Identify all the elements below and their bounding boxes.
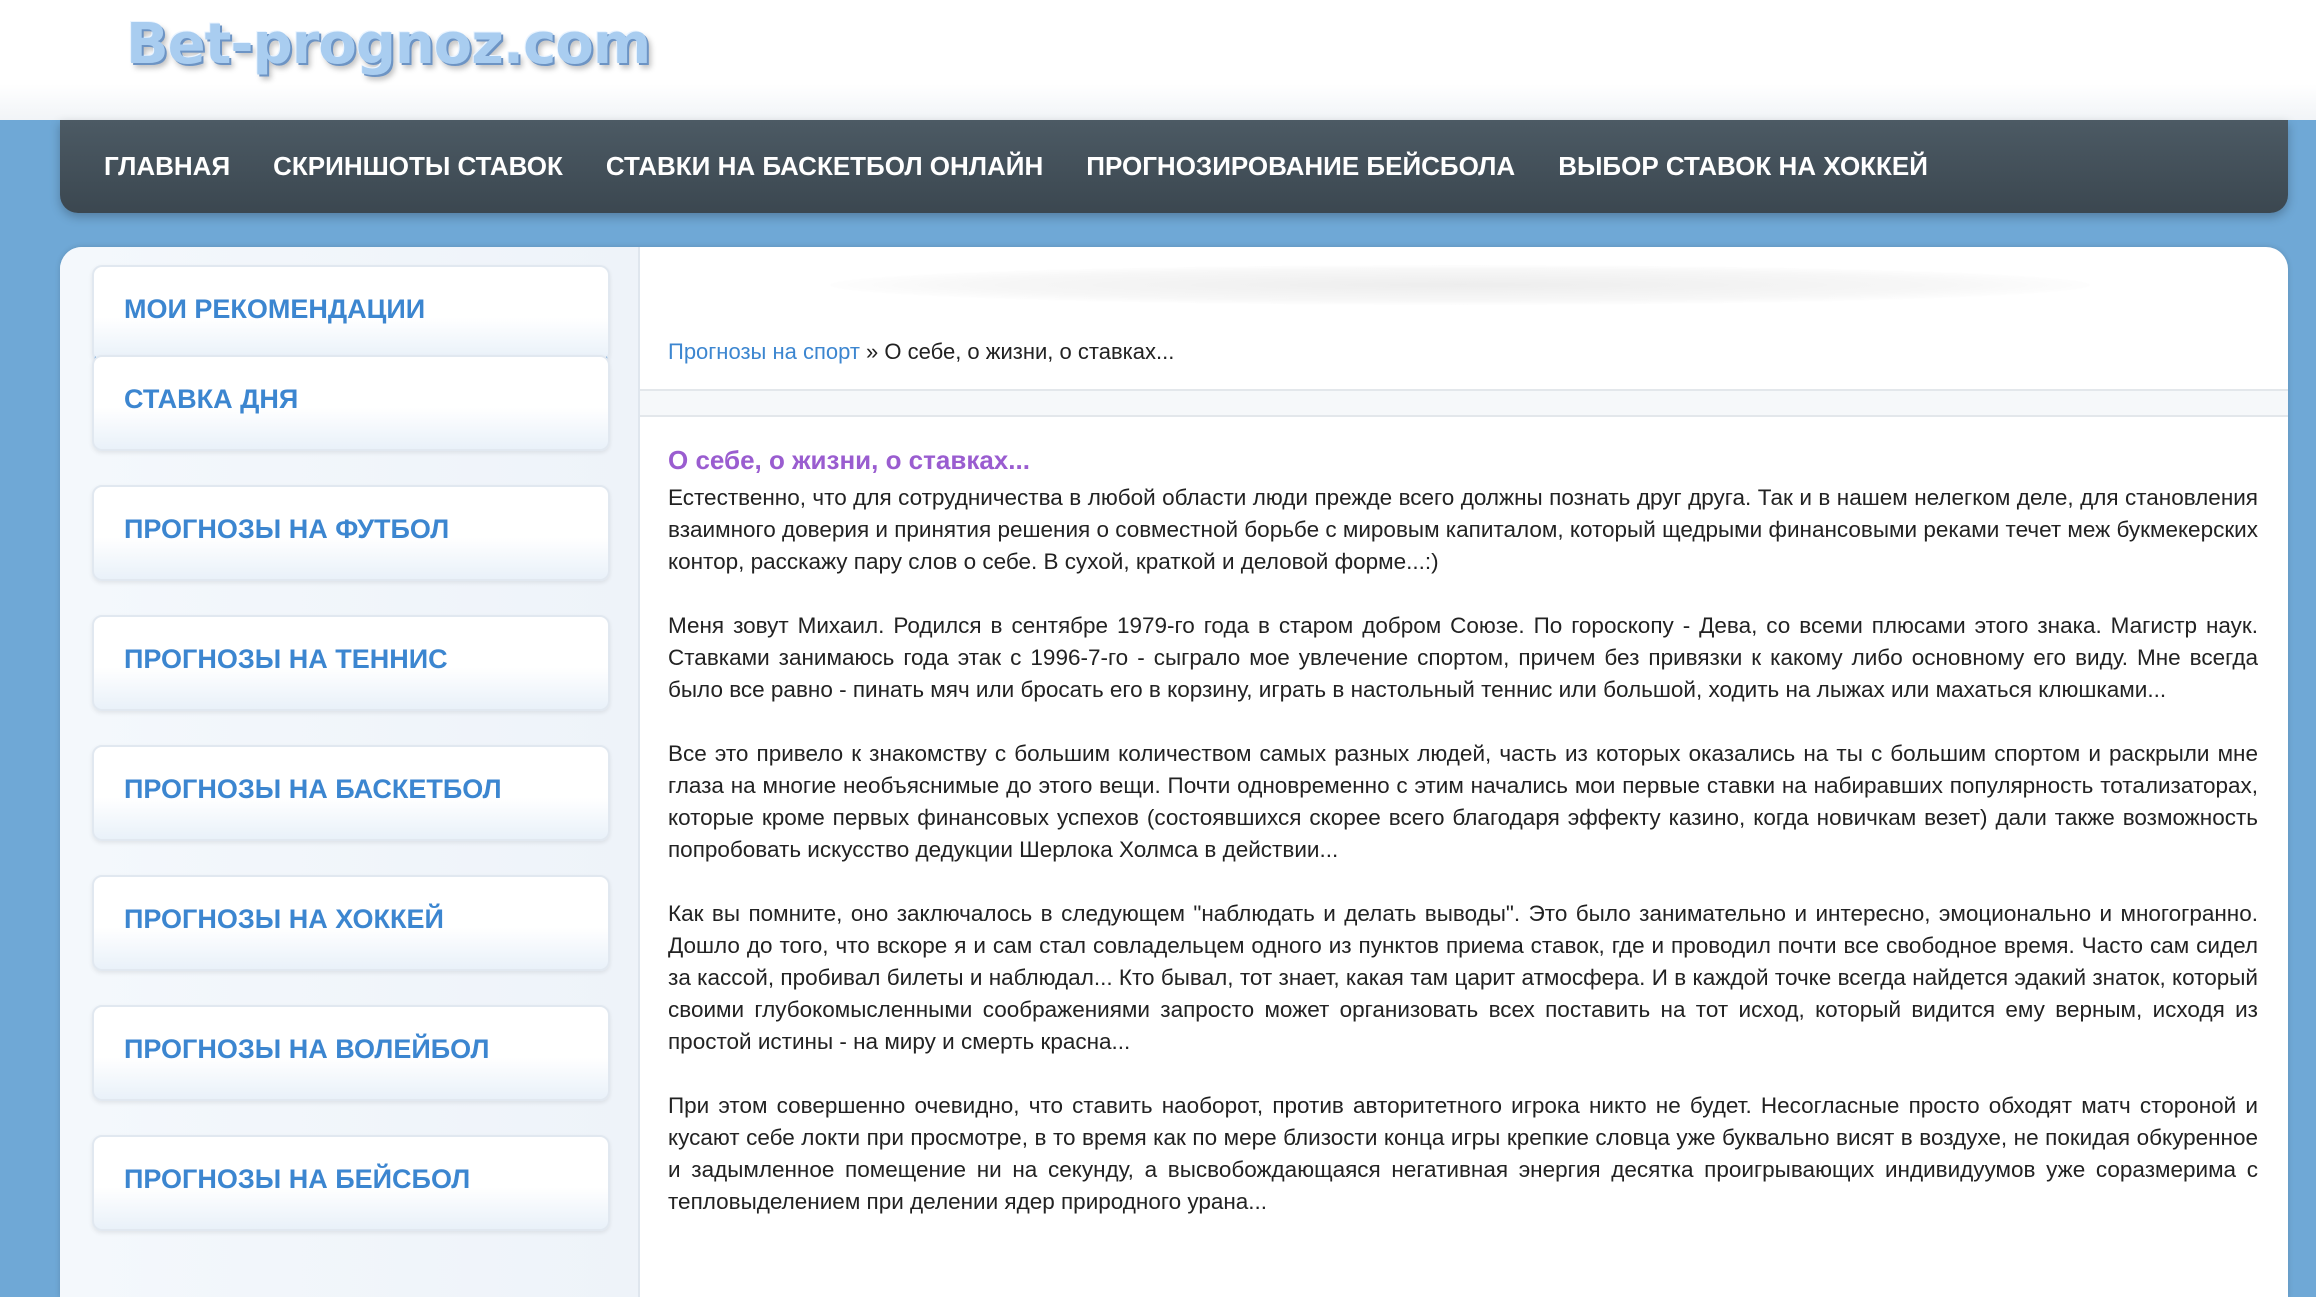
sidebar-item-label: ПРОГНОЗЫ НА ТЕННИС bbox=[124, 644, 448, 674]
article-paragraph: Все это привело к знакомству с большим количеством самых разных людей, часть из которых оказались на ты с большим спортом и раскрыли мне глаза на многие необъяснимые до этого вещи. Почти одновременно с этим начались мои первые ставки на набиравших популярность тотализаторах, которые кроме первых финансовых успехов (состоявшихся скорее всего благодаря эффекту казино, когда новичкам везет) дали также возможность попробовать искусство дедукции Шерлока Холмса в действии... bbox=[668, 741, 2258, 862]
nav-item-baseball[interactable]: ПРОГНОЗИРОВАНИЕ БЕЙСБОЛА bbox=[1086, 151, 1516, 181]
sidebar-item-label: ПРОГНОЗЫ НА ВОЛЕЙБОЛ bbox=[124, 1034, 490, 1064]
sidebar-item-label: СТАВКА ДНЯ bbox=[124, 384, 299, 414]
breadcrumb-separator: » bbox=[859, 339, 885, 364]
article-paragraph: Как вы помните, оно заключалось в следующем "наблюдать и делать выводы". Это было занимательно и интересно, эмоционально и многогранно. Дошло до того, что вскоре я и сам стал совладельцем одного из пунктов приема ставок, где и проводил почти все свободное время. Часто сам сидел за кассой, пробивал билеты и наблюдал... Кто бывал, тот знает, какая там царит атмосфера. И в каждой точке всегда найдется эдакий знаток, который своими глубокомысленными соображениями запросто может организовать всех поставить на тот исход, который видится ему верным, исходя из простой истины - на миру и смерть красна... bbox=[668, 901, 2258, 1054]
nav-item-screenshots[interactable]: СКРИНШОТЫ СТАВОК bbox=[273, 151, 563, 181]
article-paragraph: Меня зовут Михаил. Родился в сентябре 1979-го года в старом добром Союзе. По гороскопу - Дева, со всеми плюсами этого знака. Магистр наук. Ставками занимаюсь года этак с 1996-7-го - сыграло мое увлечение спортом, причем без привязки к какому либо основному его виду. Мне всегда было все равно - пинать мяч или бросать его в корзину, играть в настольный теннис или большой, ходить на лыжах или махаться клюшками... bbox=[668, 613, 2258, 702]
article bbox=[668, 445, 2258, 1250]
site-header bbox=[0, 0, 2316, 120]
decorative-shadow bbox=[830, 265, 2090, 305]
sidebar-item-label: ПРОГНОЗЫ НА ХОККЕЙ bbox=[124, 904, 444, 934]
sidebar-item-label: ПРОГНОЗЫ НА ФУТБОЛ bbox=[124, 514, 450, 544]
sidebar-item-bet-of-day[interactable] bbox=[92, 355, 610, 451]
sidebar-item-basketball[interactable] bbox=[92, 745, 610, 841]
article-paragraph: При этом совершенно очевидно, что ставить наоборот, против авторитетного игрока никто не будет. Несогласные просто обходят матч стороной и кусают себе локти при просмотре, в то время как по мере близости конца игры крепкие словца уже буквально висят в воздухе, не покидая обкуренное и задымленное помещение ни на секунду, а высвобождающаяся негативная энергия десятка проигрывающих индивидуумов уже соразмерима с тепловыделением при делении ядер природного урана... bbox=[668, 1093, 2258, 1214]
sidebar-item-volleyball[interactable] bbox=[92, 1005, 610, 1101]
sidebar-item-label: ПРОГНОЗЫ НА БАСКЕТБОЛ bbox=[124, 774, 502, 804]
sidebar-item-hockey[interactable] bbox=[92, 875, 610, 971]
sidebar-item-tennis[interactable] bbox=[92, 615, 610, 711]
content-container bbox=[60, 247, 2288, 1297]
sidebar-item-football[interactable] bbox=[92, 485, 610, 581]
sidebar-item-label: ПРОГНОЗЫ НА БЕЙСБОЛ bbox=[124, 1164, 471, 1194]
article-title: О себе, о жизни, о ставках... bbox=[668, 445, 1030, 475]
main-content bbox=[640, 247, 2288, 1297]
content-divider bbox=[640, 389, 2288, 417]
breadcrumb-current: О себе, о жизни, о ставках... bbox=[884, 339, 1175, 364]
sidebar-item-recommendations[interactable] bbox=[92, 265, 610, 363]
nav-item-home[interactable]: ГЛАВНАЯ bbox=[104, 151, 231, 181]
sidebar-item-label: МОИ РЕКОМЕНДАЦИИ bbox=[124, 294, 426, 324]
main-nav bbox=[60, 120, 2288, 213]
breadcrumb bbox=[668, 339, 1174, 365]
nav-item-hockey[interactable]: ВЫБОР СТАВОК НА ХОККЕЙ bbox=[1558, 151, 1928, 181]
nav-item-basketball-live[interactable]: СТАВКИ НА БАСКЕТБОЛ ОНЛАЙН bbox=[605, 151, 1044, 181]
breadcrumb-link-sport-predictions[interactable]: Прогнозы на спорт bbox=[668, 339, 860, 364]
sidebar bbox=[60, 247, 640, 1297]
sidebar-item-baseball[interactable] bbox=[92, 1135, 610, 1231]
article-paragraph: Естественно, что для сотрудничества в любой области люди прежде всего должны познать друг друга. Так и в нашем нелегком деле, для становления взаимного доверия и принятия решения о совместной борьбе с мировым капиталом, который щедрыми финансовыми реками течет меж букмекерских контор, расскажу пару слов о себе. В сухой, краткой и деловой форме...:) bbox=[668, 485, 2258, 574]
site-logo[interactable]: Bet-prognoz.com bbox=[126, 12, 651, 77]
